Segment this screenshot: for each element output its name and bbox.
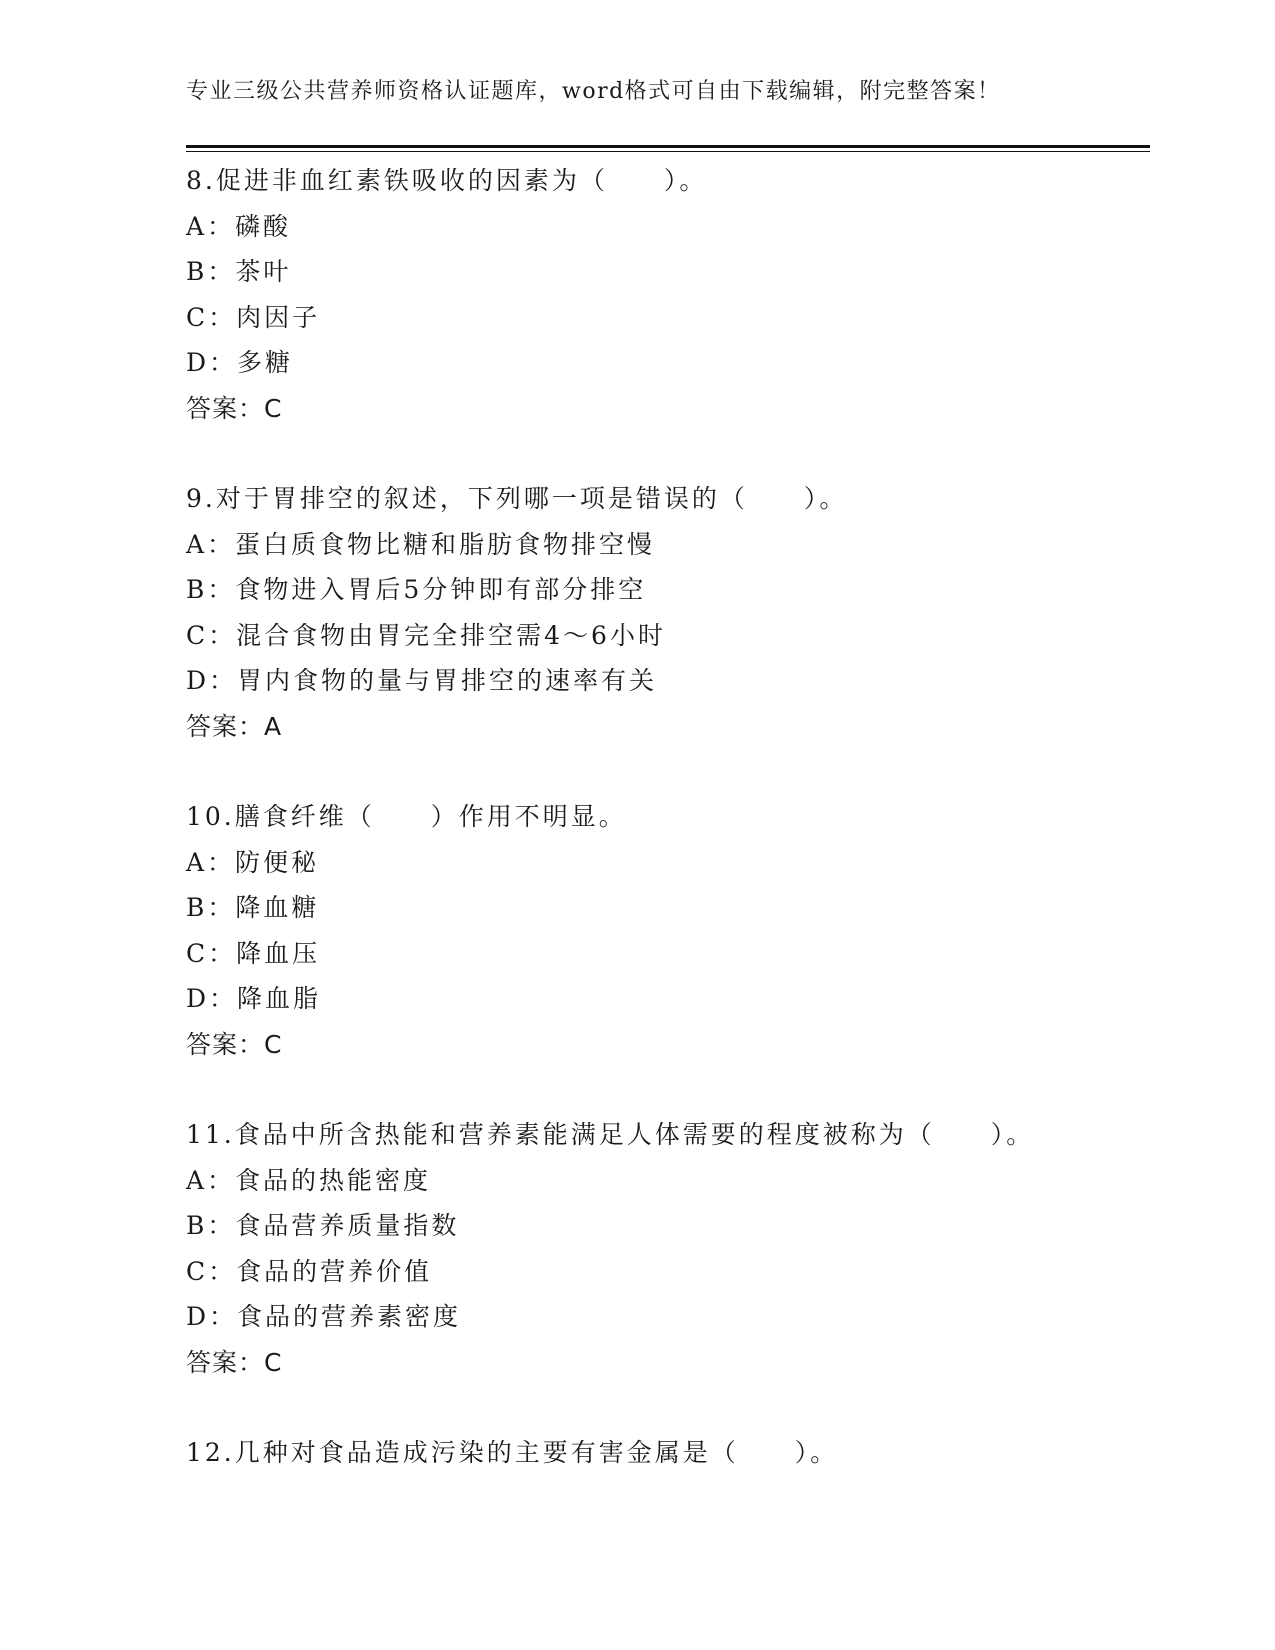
option-d: D：多糖 <box>186 348 294 377</box>
question-stem: 11.食品中所含热能和营养素能满足人体需要的程度被称为（ ）。 <box>186 1120 1035 1149</box>
question-9 <box>186 476 1150 749</box>
option-b: B：降血糖 <box>186 893 320 922</box>
question-stem: 8.促进非血红素铁吸收的因素为（ ）。 <box>186 166 708 195</box>
option-a: A：蛋白质食物比糖和脂肪食物排空慢 <box>186 529 656 559</box>
option-a: A：食品的热能密度 <box>186 1165 432 1195</box>
question-8 <box>186 158 1150 431</box>
option-c: C：食品的营养价值 <box>186 1256 433 1286</box>
option-c: C：降血压 <box>186 938 321 968</box>
option-b: B：茶叶 <box>186 257 292 286</box>
option-c: C：肉因子 <box>186 302 321 332</box>
header-rule-thick <box>186 145 1150 148</box>
document-header: 专业三级公共营养师资格认证题库，word格式可自由下载编辑，附完整答案！ <box>186 79 1001 104</box>
header-rule-thin <box>186 151 1150 152</box>
question-12 <box>186 1430 1150 1476</box>
answer: 答案：C <box>186 1347 283 1377</box>
question-stem: 12.几种对食品造成污染的主要有害金属是（ ）。 <box>186 1438 839 1467</box>
option-d: D：降血脂 <box>186 984 322 1013</box>
option-d: D：食品的营养素密度 <box>186 1302 462 1331</box>
option-b: B：食物进入胃后5分钟即有部分排空 <box>186 575 647 604</box>
answer: 答案：C <box>186 1029 283 1059</box>
question-10 <box>186 794 1150 1067</box>
option-a: A：磷酸 <box>186 211 292 241</box>
answer: 答案：C <box>186 393 283 423</box>
answer: 答案：A <box>186 711 283 741</box>
option-d: D：胃内食物的量与胃排空的速率有关 <box>186 666 658 695</box>
question-stem: 9.对于胃排空的叙述，下列哪一项是错误的（ ）。 <box>186 484 848 513</box>
question-stem: 10.膳食纤维（ ）作用不明显。 <box>186 802 627 831</box>
option-a: A：防便秘 <box>186 847 320 877</box>
option-c: C：混合食物由胃完全排空需4～6小时 <box>186 620 666 650</box>
question-11 <box>186 1112 1150 1385</box>
option-b: B：食品营养质量指数 <box>186 1211 460 1240</box>
question-list <box>186 158 1150 1521</box>
